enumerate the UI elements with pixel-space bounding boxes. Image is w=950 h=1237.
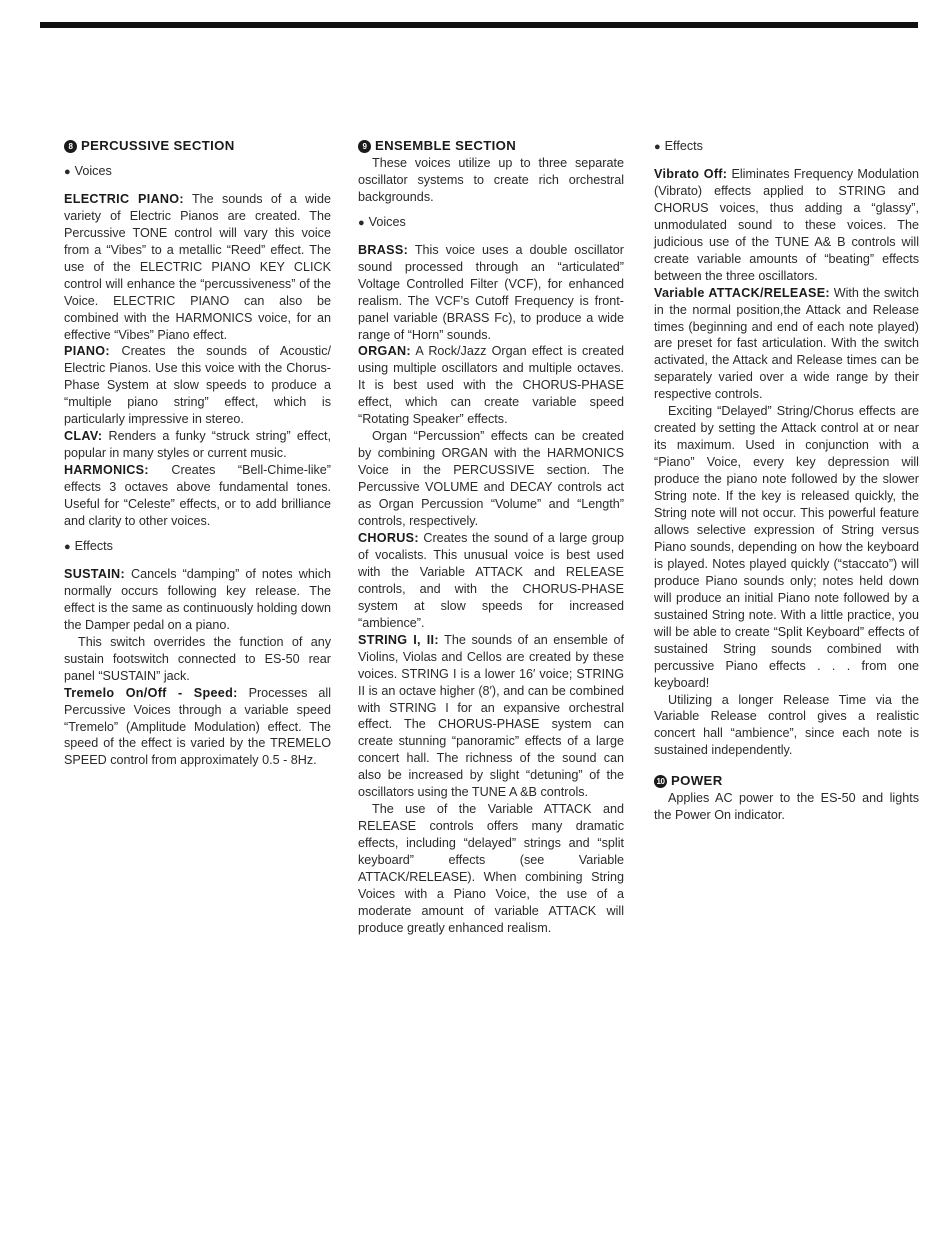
column-percussive (64, 138, 331, 769)
ensemble-intro-paragraph: These voices utilize up to three separate oscillator systems to create rich orchestral backgrounds. (358, 155, 624, 204)
bullet-icon: ● (64, 540, 71, 553)
chorus-paragraph: CHORUS: Creates the sound of a large group of vocalists. This unusual voice is best used with the Variable ATTACK and RELEASE controls, and with the CHORUS-PHASE system at slow speeds for increased “ambience”. (358, 530, 624, 630)
harmonics-paragraph: HARMONICS: Creates “Bell-Chime-like” effects 3 octaves above fundamental tones. Useful for “Celeste” effects, or to add brilliance and clarity to other voices. (64, 463, 331, 529)
spacer (654, 759, 919, 773)
column-effects-power (654, 138, 919, 824)
bullet-icon: ● (654, 141, 661, 153)
section-number-badge: 9 (358, 140, 371, 153)
effects-bullet: ● Effects (654, 139, 703, 153)
sustain-override-paragraph: This switch overrides the function of any sustain footswitch connected to ES-50 rear panel “SUSTAIN” jack. (64, 634, 331, 683)
ensemble-section-heading: 9 ENSEMBLE SECTION (358, 138, 624, 155)
attack-release-paragraph: The use of the Variable ATTACK and RELEASE controls offers many dramatic effects, including “delayed” strings and “split keyboard” effects (see Variable ATTACK/RELEASE). When combining String Voices with a Piano Voice, the use of a moderate amount of variable ATTACK will produce greatly enhanced realism. (358, 802, 624, 935)
bullet-icon: ● (358, 216, 365, 229)
electric-piano-paragraph: ELECTRIC PIANO: The sounds of a wide variety of Electric Pianos are created. The Percussive TONE control will vary this voice from a “Vibes” to a metallic “Reed” effect. The use of the ELECTRIC PIANO KEY CLICK control will enhance the “percussiveness” of the Voice. ELECTRIC PIANO can also be combined with the HARMONICS voice, for an effective “Vibes” Piano effect. (64, 191, 331, 342)
column-ensemble (358, 138, 624, 937)
piano-paragraph: PIANO: Creates the sounds of Acoustic/ Electric Pianos. Use this voice with the Chorus-Phase System at slow speeds to produce a “multiple piano string” effect, which is particularly impressive in stereo. (64, 344, 331, 427)
percussive-section-heading: 8 PERCUSSIVE SECTION (64, 138, 331, 155)
tremelo-paragraph: Tremelo On/Off - Speed: Processes all Percussive Voices through a variable speed “Tremelo” (Amplitude Modulation) effect. The speed of the effect is varied by the TREMELO SPEED control from approximately 0.5 - 8Hz. (64, 685, 331, 768)
clav-paragraph: CLAV: Renders a funky “struck string” effect, popular in many styles or current music. (64, 429, 331, 461)
voices-bullet: ● Voices (64, 163, 112, 178)
string-paragraph: STRING I, II: The sounds of an ensemble of Violins, Violas and Cellos are created by these voices. STRING I is a lower 16′ voice; STRING II is an octave higher (8′), and can be combined with STRING I for an expansive orchestral effect. The CHORUS-PHASE system can create stunning “panoramic” effects of a large concert hall. The richness of the sound can also be increased by slight “detuning” of the oscillators using the TUNE A &B controls. (358, 632, 624, 800)
power-paragraph: Applies AC power to the ES-50 and lights the Power On indicator. (654, 791, 919, 823)
bullet-icon: ● (64, 165, 71, 178)
release-time-paragraph: Utilizing a longer Release Time via the Variable Release control gives a realistic concert hall “ambience”, since each note is sustained independently. (654, 692, 919, 758)
delayed-effects-paragraph: Exciting “Delayed” String/Chorus effects are created by setting the Attack control at or near its maximum. Used in conjunction with a “Piano” Voice, every key depression will produce the piano note followed by the slower String note. If the key is released quickly, the String note will not occur. This powerful feature allows selective expression of String versus Piano sounds, depending on how the keyboard is played. Notes played quickly (“staccato”) will produce Piano sounds only; notes held down will produce an initial Piano note followed by a sustained String note. With a little practice, you will be able to create “Split Keyboard” effects of sustained String sounds combined with percussive Piano effects . . . from one keyboard! (654, 404, 919, 690)
voices-bullet: ● Voices (358, 214, 406, 229)
organ-percussion-paragraph: Organ “Percussion” effects can be created by combining ORGAN with the HARMONICS Voice in the PERCUSSIVE section. The Percussive VOLUME and DECAY controls act as Organ Percussion “Volume” and “Length” controls, respectively. (358, 429, 624, 529)
power-section-heading: 10 POWER (654, 773, 919, 790)
vibrato-paragraph: Vibrato Off: Eliminates Frequency Modulation (Vibrato) effects applied to STRING and CHORUS voices, thus adding a “glassy”, unmodulated sound to these voices. The judicious use of the TUNE A& B controls will create variable amounts of “beating” effects between the three oscillators. (654, 166, 919, 283)
brass-paragraph: BRASS: This voice uses a double oscillator sound processed through an “articulated” Voltage Controlled Filter (VCF), for enhanced realism. The VCF’s Cutoff Frequency is front-panel variable (BRASS Fc), to produce a wide range of “Horn” sounds. (358, 242, 624, 342)
section-number-badge: 8 (64, 140, 77, 153)
header-rule (40, 22, 918, 28)
variable-attack-release-paragraph: Variable ATTACK/RELEASE: With the switch in the normal position,the Attack and Release times (beginning and end of each note played) are preset for fast articulation. With the switch activated, the Attack and Release times can be separately varied over a wide range by their respective controls. (654, 285, 920, 402)
organ-paragraph: ORGAN: A Rock/Jazz Organ effect is created using multiple oscillators and multiple octaves. It is best used with the CHORUS-PHASE effect, which can create variable speed “Rotating Speaker” effects. (358, 344, 624, 427)
effects-bullet: ● Effects (64, 538, 113, 553)
section-number-badge: 10 (654, 775, 667, 788)
sustain-paragraph: SUSTAIN: Cancels “damping” of notes which normally occurs following key release. The effect is the same as continuously holding down the Damper pedal on a piano. (64, 566, 331, 632)
